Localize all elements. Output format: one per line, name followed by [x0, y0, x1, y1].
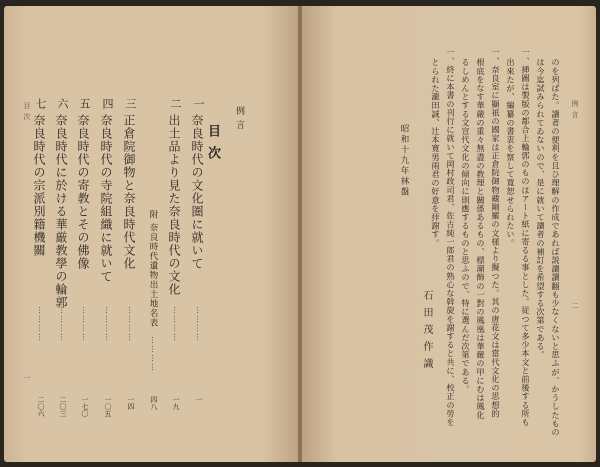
preface-line: るしめんとする文宣代文化の傾向に則應するものと思ふので、特に選んだ次第である。: [461, 58, 471, 394]
toc-leader-dots: …………: [59, 306, 68, 342]
toc-entry-title: 奈良時代の寄教とその佛像: [76, 114, 90, 270]
toc-entry-page: 二〇三: [59, 396, 67, 417]
heading-mokuji: 目次: [205, 124, 220, 168]
toc-entry-number: 七: [34, 98, 47, 109]
preface-line: 一、奈良室に顯祇の國家は正倉院御物藏剛羅の文様より擬つた。其の唐花文は當代文化の思想的: [491, 48, 501, 418]
preface-author: 石田茂作識: [421, 290, 432, 375]
preface-line: 出來たが、編纂の書衷を察して寛恕せられたい。: [506, 58, 516, 248]
toc-entry-number: 四: [101, 98, 114, 109]
toc-entry-title: 奈良時代の寺院組織に就いて: [99, 114, 113, 283]
toc-entry-title: 出土品より見た奈良時代の文化: [167, 114, 181, 296]
right-page: [302, 6, 596, 462]
toc-entry-number: 二: [169, 98, 182, 109]
toc-entry-number: 五: [78, 98, 91, 109]
toc-entry-number: 三: [124, 98, 137, 109]
heading-rei: 例言: [234, 106, 244, 134]
preface-line: とられた瀧田誠、辻本寛男兩君の好意を拝謝す。: [431, 58, 441, 248]
toc-entry-title: 奈良時代の宗派別籍機關: [32, 114, 46, 257]
toc-entry-title: 奈良時代の文化圏に就いて: [190, 114, 204, 270]
toc-entry-title: 附 奈良時代遺物出土地名表: [148, 210, 158, 328]
toc-leader-dots: …………: [150, 336, 159, 372]
toc-entry-title: 正倉院御物と奈良時代文化: [122, 114, 136, 270]
preface-date: 昭和十九年林盤: [399, 124, 409, 198]
preface-line: 根底をなす華嚴の重々無盡の教理と關係あるもの、標潮飾の一對の鳳凰は華嚴の甲にむは鳳化: [476, 58, 486, 420]
toc-leader-dots: …………: [104, 306, 113, 342]
toc-leader-dots: …………: [195, 306, 204, 342]
toc-leader-dots: …………: [37, 306, 46, 342]
toc-leader-dots: …………: [127, 306, 136, 342]
toc-entry-number: 一: [192, 98, 205, 109]
preface-line: は今迄試みられてゐないので、是に就いて讀者の補訂を希望する次第である。: [536, 58, 546, 359]
toc-entry-title: 奈良時代に於ける華厳教學の輪郭: [54, 114, 68, 309]
toc-entry-page: 一: [195, 396, 203, 403]
toc-entry-page: 一〇五: [104, 396, 112, 417]
right-page-number: 二: [571, 302, 579, 309]
preface-line: 一、挿圖は製版の都合上輪郭のものはアート紙に寄るる事とした。従つて多少本文と前後する所も: [521, 48, 531, 427]
toc-entry-page: 四八: [150, 396, 158, 410]
left-running-head: 目次: [23, 102, 31, 124]
toc-entry-number: 六: [56, 98, 69, 109]
toc-leader-dots: …………: [172, 306, 181, 342]
toc-entry-page: 一七〇: [81, 396, 89, 417]
toc-entry-page: 二〇六: [37, 396, 45, 417]
left-page-number: 一: [23, 374, 31, 381]
toc-entry-page: 一四: [127, 396, 135, 410]
preface-line: のを列ばた。讀者の便利を且ひ理解の作成であれば説讀讀翻も少なくないと思ふが、かうしたもの: [551, 58, 561, 437]
toc-entry-page: 一九: [172, 396, 180, 410]
right-running-head: 例言: [571, 100, 579, 122]
toc-leader-dots: …………: [81, 306, 90, 342]
open-book: [4, 6, 596, 462]
left-page: [4, 6, 298, 462]
preface-line: 一、終に本書の刊行に就いて岡村政司君、佐古純一郎君の熟心な斡旋を謝すると共に、校正の勞を: [446, 48, 456, 427]
